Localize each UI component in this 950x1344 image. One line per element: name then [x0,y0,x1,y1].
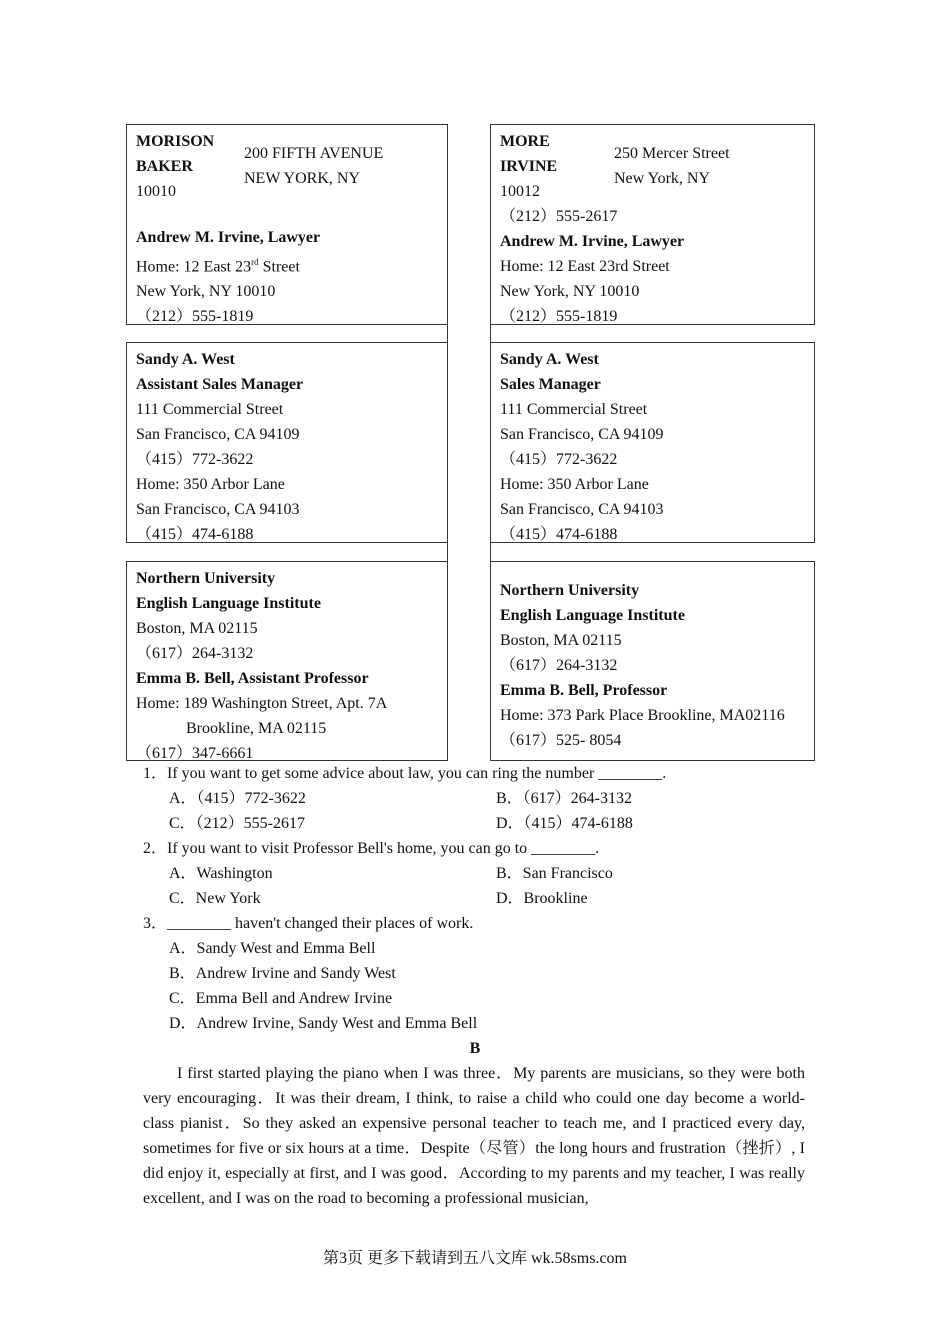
passage-paragraph: I first started playing the piano when I was three．My parents are musicians, so they were both very encouraging．It was their dream, I think, to raise a child who could one day become a world-class pianist．So they asked an expensive personal teacher to teach me, and I practiced every day, sometimes for five or six hours at a time．Despite（尽管）the long hours and frustration（挫折）, I did enjoy it, especially at first, and I was good．According to my parents and my teacher, I was really excellent, and I was on the road to becoming a professional musician, [143,1065,805,1207]
option-b: B．（617）264-3132 [496,790,633,807]
person-name: Andrew M. Irvine, Lawyer [500,233,685,250]
option-c: C．New York [169,890,261,907]
home-city: San Francisco, CA 94103 [500,501,664,518]
organization: Northern University [500,582,640,599]
home-address: Home: 189 Washington Street, Apt. 7A [136,695,388,712]
home-text: Home: 12 East 23 [136,258,252,276]
home-phone: （415）474-6188 [500,526,618,543]
person-name: Emma B. Bell, Professor [500,682,668,699]
address: NEW YORK, NY [244,170,360,187]
option-c: C．Emma Bell and Andrew Irvine [169,990,393,1007]
organization: Northern University [136,570,276,587]
job-title: Assistant Sales Manager [136,376,304,393]
home-phone: （415）474-6188 [136,526,254,543]
phone: （617）264-3132 [500,657,618,674]
address: 111 Commercial Street [500,401,648,418]
city: New York, NY 10010 [500,283,640,300]
question-3: 3．________ haven't changed their places of work. [143,915,474,932]
option-a: A．（415）772-3622 [169,790,306,807]
phone: （212）555-1819 [500,308,618,325]
home-text: Street [258,258,300,276]
department: English Language Institute [136,595,321,612]
option-b: B．San Francisco [496,865,613,882]
address: 111 Commercial Street [136,401,284,418]
card-sandy-west-old [126,342,448,543]
city: New York, NY 10010 [136,283,276,301]
person-name: Sandy A. West [500,351,599,368]
office-phone: （212）555-2617 [500,208,618,225]
question-2: 2．If you want to visit Professor Bell's home, you can go to ________. [143,840,600,857]
phone: （212）555-1819 [136,308,254,326]
address: New York, NY [614,170,711,187]
home-address [136,250,438,279]
home-address: Home: 12 East 23rd Street [500,258,670,275]
firm-name: MORISON [136,133,215,150]
address: 250 Mercer Street [614,145,730,162]
home-address: Home: 373 Park Place Brookline, MA02116 [500,707,785,724]
option-d: D．（415）474-6188 [496,815,633,832]
option-d: D．Brookline [496,890,588,907]
address: 200 FIFTH AVENUE [244,145,384,162]
option-a: A．Washington [169,865,273,882]
option-c: C．（212）555-2617 [169,815,306,832]
firm-name: MORE [500,133,550,150]
city: San Francisco, CA 94109 [136,426,300,443]
department: English Language Institute [500,607,685,624]
option-a: A．Sandy West and Emma Bell [169,940,376,957]
page-footer: 第3页 更多下载请到五八文库 wk.58sms.com [322,1250,627,1267]
home-phone: （617）347-6661 [136,745,254,762]
home-address: Home: 350 Arbor Lane [500,476,649,493]
person-name: Emma B. Bell, Assistant Professor [136,670,369,687]
card-morison-baker [126,124,448,325]
superscript: rd [251,257,259,267]
home-city: San Francisco, CA 94103 [136,501,300,518]
home-phone: （617）525- 8054 [500,732,622,749]
card-emma-bell-old [126,561,448,761]
city: Boston, MA 02115 [500,632,622,649]
zip: 10010 [136,183,176,200]
question-1: 1．If you want to get some advice about law, you can ring the number ________. [143,765,667,782]
card-sandy-west-new [490,342,815,543]
card-emma-bell-new [490,561,815,761]
section-heading: B [469,1040,481,1057]
city: San Francisco, CA 94109 [500,426,664,443]
person-name: Sandy A. West [136,351,235,368]
phone: （415）772-3622 [136,451,254,468]
firm-name: BAKER [136,158,193,175]
home-city: Brookline, MA 02115 [186,720,327,737]
option-d: D．Andrew Irvine, Sandy West and Emma Bell [169,1015,478,1032]
option-b: B．Andrew Irvine and Sandy West [169,965,396,982]
firm-name: IRVINE [500,158,558,175]
zip: 10012 [500,183,540,200]
phone: （415）772-3622 [500,451,618,468]
home-address: Home: 350 Arbor Lane [136,476,285,493]
card-more-irvine [490,124,815,325]
city: Boston, MA 02115 [136,620,258,637]
phone: （617）264-3132 [136,645,254,662]
job-title: Sales Manager [500,376,601,393]
person-name: Andrew M. Irvine, Lawyer [136,229,321,246]
